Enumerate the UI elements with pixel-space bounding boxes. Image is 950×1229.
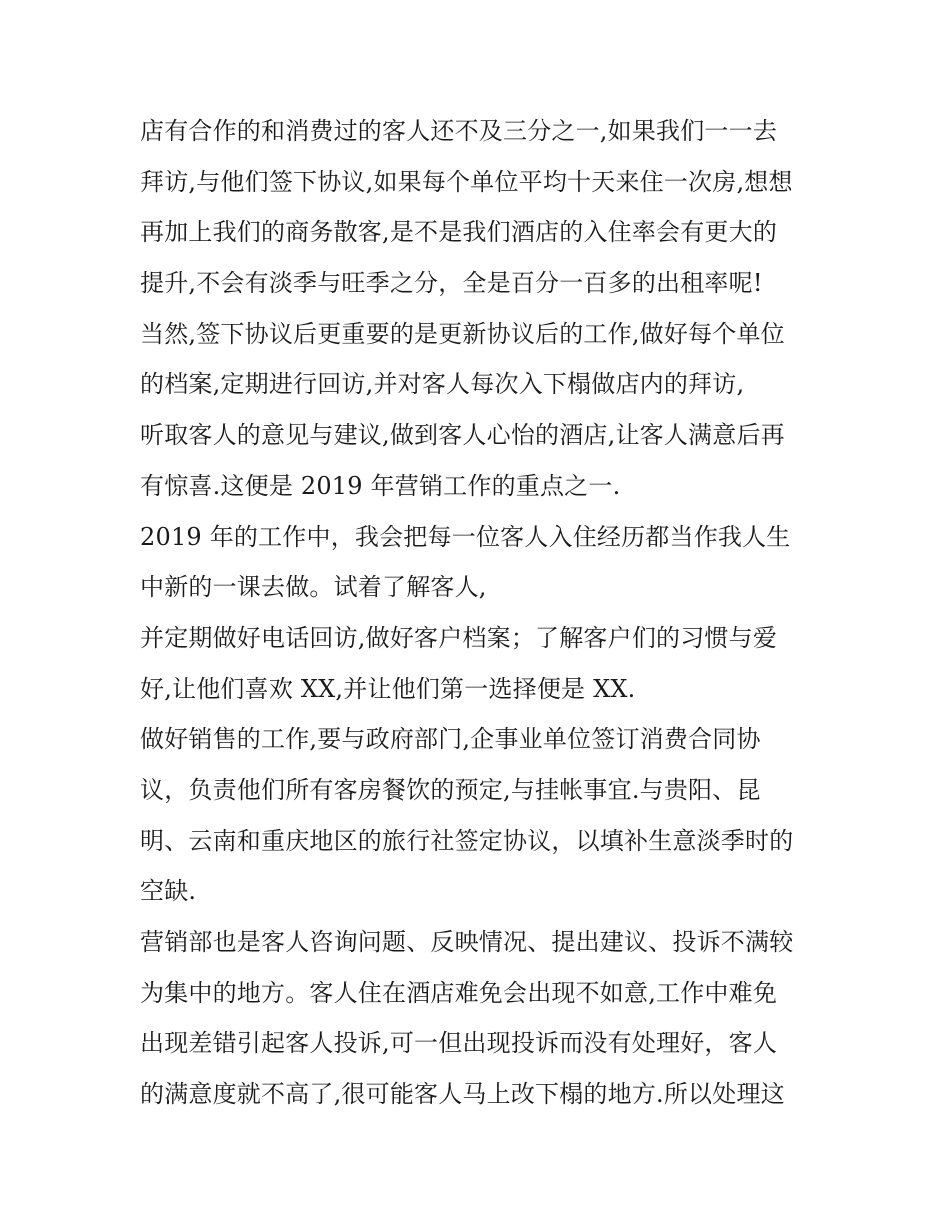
text-line: 店有合作的和消费过的客人还不及三分之一,如果我们一一去 [140, 117, 778, 145]
text-line: 提升,不会有淡季与旺季之分，全是百分一百多的出租率呢! [140, 269, 763, 298]
document-body [140, 106, 830, 1120]
text-line: 好,让他们喜欢 XX,并让他们第一选择便是 XX. [140, 674, 636, 703]
text-line: 做好销售的工作,要与政府部门,企事业单位签订消费合同协 [140, 725, 761, 754]
text-line: 为集中的地方。客人住在酒店难免会出现不如意,工作中难免 [140, 978, 778, 1007]
text-line: 并定期做好电话回访,做好客户档案；了解客户们的习惯与爱 [140, 623, 778, 652]
text-line: 2019 年的工作中，我会把每一位客人入住经历都当作我人生 [140, 522, 791, 551]
text-line: 明、云南和重庆地区的旅行社签定协议，以填补生意淡季时的 [140, 826, 794, 855]
text-line: 出现差错引起客人投诉,可一但出现投诉而没有处理好，客人 [140, 1029, 778, 1058]
text-line: 再加上我们的商务散客,是不是我们酒店的入住率会有更大的 [140, 218, 778, 247]
text-line: 中新的一课去做。试着了解客人, [140, 573, 487, 602]
text-line: 的档案,定期进行回访,并对客人每次入下榻做店内的拜访, [140, 370, 745, 399]
text-line: 听取客人的意见与建议,做到客人心怡的酒店,让客人满意后再 [140, 421, 785, 450]
text-line: 议，负责他们所有客房餐饮的预定,与挂帐事宜.与贵阳、昆 [140, 775, 761, 804]
text-line: 营销部也是客人咨询问题、反映情况、提出建议、投诉不满较 [140, 928, 794, 956]
text-line: 空缺. [140, 877, 197, 906]
text-line: 当然,签下协议后更重要的是更新协议后的工作,做好每个单位 [140, 319, 785, 348]
text-line: 的满意度就不高了,很可能客人马上改下榻的地方.所以处理这 [140, 1080, 785, 1109]
text-line: 有惊喜.这便是 2019 年营销工作的重点之一. [140, 471, 621, 500]
text-line: 拜访,与他们签下协议,如果每个单位平均十天来住一次房,想想 [140, 167, 793, 196]
